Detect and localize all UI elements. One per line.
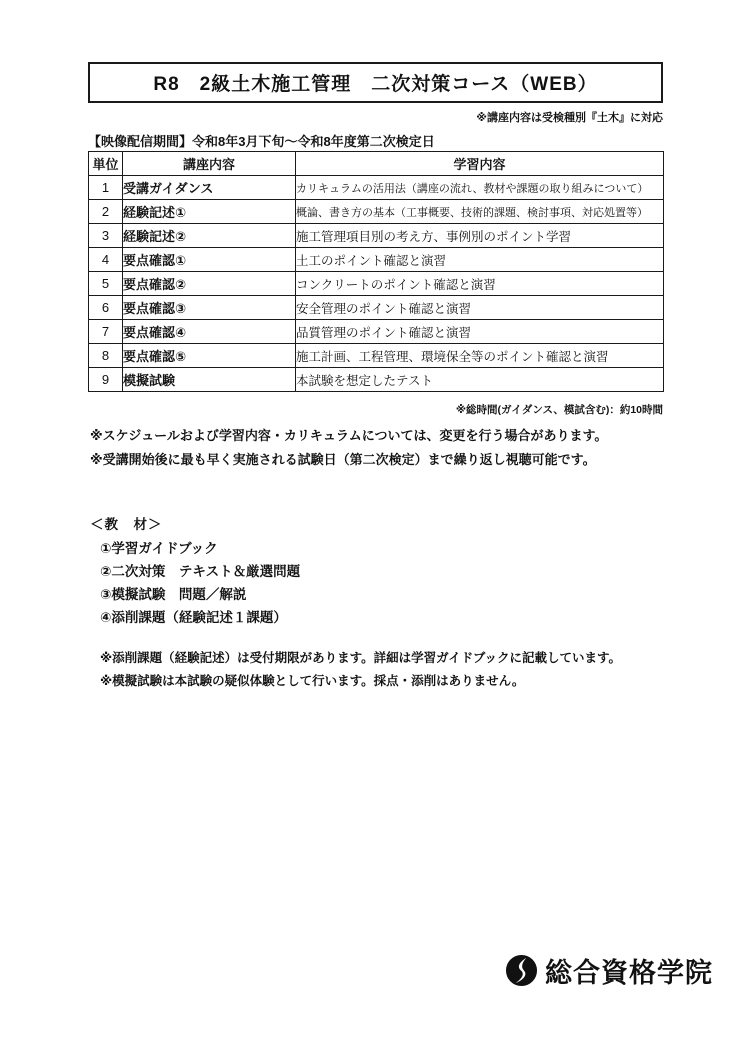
course-cell: 要点確認⑤ <box>123 344 296 368</box>
table-row <box>89 248 664 272</box>
course-cell: 要点確認① <box>123 248 296 272</box>
table-row <box>89 200 664 224</box>
column-header-course: 講座内容 <box>123 152 296 176</box>
material-item: ②二次対策 テキスト＆厳選問題 <box>100 564 301 579</box>
course-cell: 要点確認③ <box>123 296 296 320</box>
table-row <box>89 272 664 296</box>
course-cell: 模擬試験 <box>123 368 296 392</box>
content-cell: 土工のポイント確認と演習 <box>296 248 664 272</box>
course-cell: 経験記述① <box>123 200 296 224</box>
material-note: ※模擬試験は本試験の疑似体験として行います。採点・添削はありません。 <box>100 674 525 688</box>
materials-heading: ＜教 材＞ <box>90 517 163 532</box>
content-cell: カリキュラムの活用法（講座の流れ、教材や課題の取り組みについて） <box>296 176 664 200</box>
total-time-note: ※総時間(ガイダンス、模試含む)：約10時間 <box>455 404 663 416</box>
footer-logo <box>505 951 713 990</box>
material-item: ①学習ガイドブック <box>100 541 218 556</box>
content-cell: 安全管理のポイント確認と演習 <box>296 296 664 320</box>
logo-text: 総合資格学院 <box>545 958 713 988</box>
unit-cell: 1 <box>89 176 123 200</box>
page-title: R8 2級土木施工管理 二次対策コース（WEB） <box>153 74 598 95</box>
unit-cell: 2 <box>89 200 123 224</box>
course-type-note: ※講座内容は受検種別『土木』に対応 <box>476 112 663 124</box>
content-cell: 施工計画、工程管理、環境保全等のポイント確認と演習 <box>296 344 664 368</box>
content-cell: 施工管理項目別の考え方、事例別のポイント学習 <box>296 224 664 248</box>
schedule-note: ※受講開始後に最も早く実施される試験日（第二次検定）まで繰り返し視聴可能です。 <box>90 452 596 467</box>
unit-cell: 4 <box>89 248 123 272</box>
material-item: ④添削課題（経験記述１課題） <box>100 610 287 625</box>
column-header-unit: 単位 <box>89 152 123 176</box>
unit-cell: 7 <box>89 320 123 344</box>
content-cell: コンクリートのポイント確認と演習 <box>296 272 664 296</box>
table-row <box>89 296 664 320</box>
material-item: ③模擬試験 問題／解説 <box>100 587 247 602</box>
course-cell: 経験記述② <box>123 224 296 248</box>
unit-cell: 6 <box>89 296 123 320</box>
course-cell: 要点確認② <box>123 272 296 296</box>
schedule-note: ※スケジュールおよび学習内容・カリキュラムについては、変更を行う場合があります。 <box>90 428 608 443</box>
table-row <box>89 368 664 392</box>
table-row <box>89 224 664 248</box>
title-box <box>88 62 663 103</box>
sogo-shikaku-logo-icon <box>505 954 538 987</box>
course-cell: 要点確認④ <box>123 320 296 344</box>
content-cell: 品質管理のポイント確認と演習 <box>296 320 664 344</box>
content-cell: 本試験を想定したテスト <box>296 368 664 392</box>
content-cell: 概論、書き方の基本（工事概要、技術的課題、検討事項、対応処置等） <box>296 200 664 224</box>
column-header-learning: 学習内容 <box>296 152 664 176</box>
table-row <box>89 320 664 344</box>
table-header-row <box>89 152 664 176</box>
unit-cell: 9 <box>89 368 123 392</box>
table-row <box>89 176 664 200</box>
table-row <box>89 344 664 368</box>
broadcast-period-label: 【映像配信期間】令和8年3月下旬～令和8年度第二次検定日 <box>88 134 435 149</box>
unit-cell: 8 <box>89 344 123 368</box>
course-cell: 受講ガイダンス <box>123 176 296 200</box>
unit-cell: 5 <box>89 272 123 296</box>
unit-cell: 3 <box>89 224 123 248</box>
material-note: ※添削課題（経験記述）は受付期限があります。詳細は学習ガイドブックに記載しています。 <box>100 651 622 665</box>
schedule-table <box>88 151 664 392</box>
